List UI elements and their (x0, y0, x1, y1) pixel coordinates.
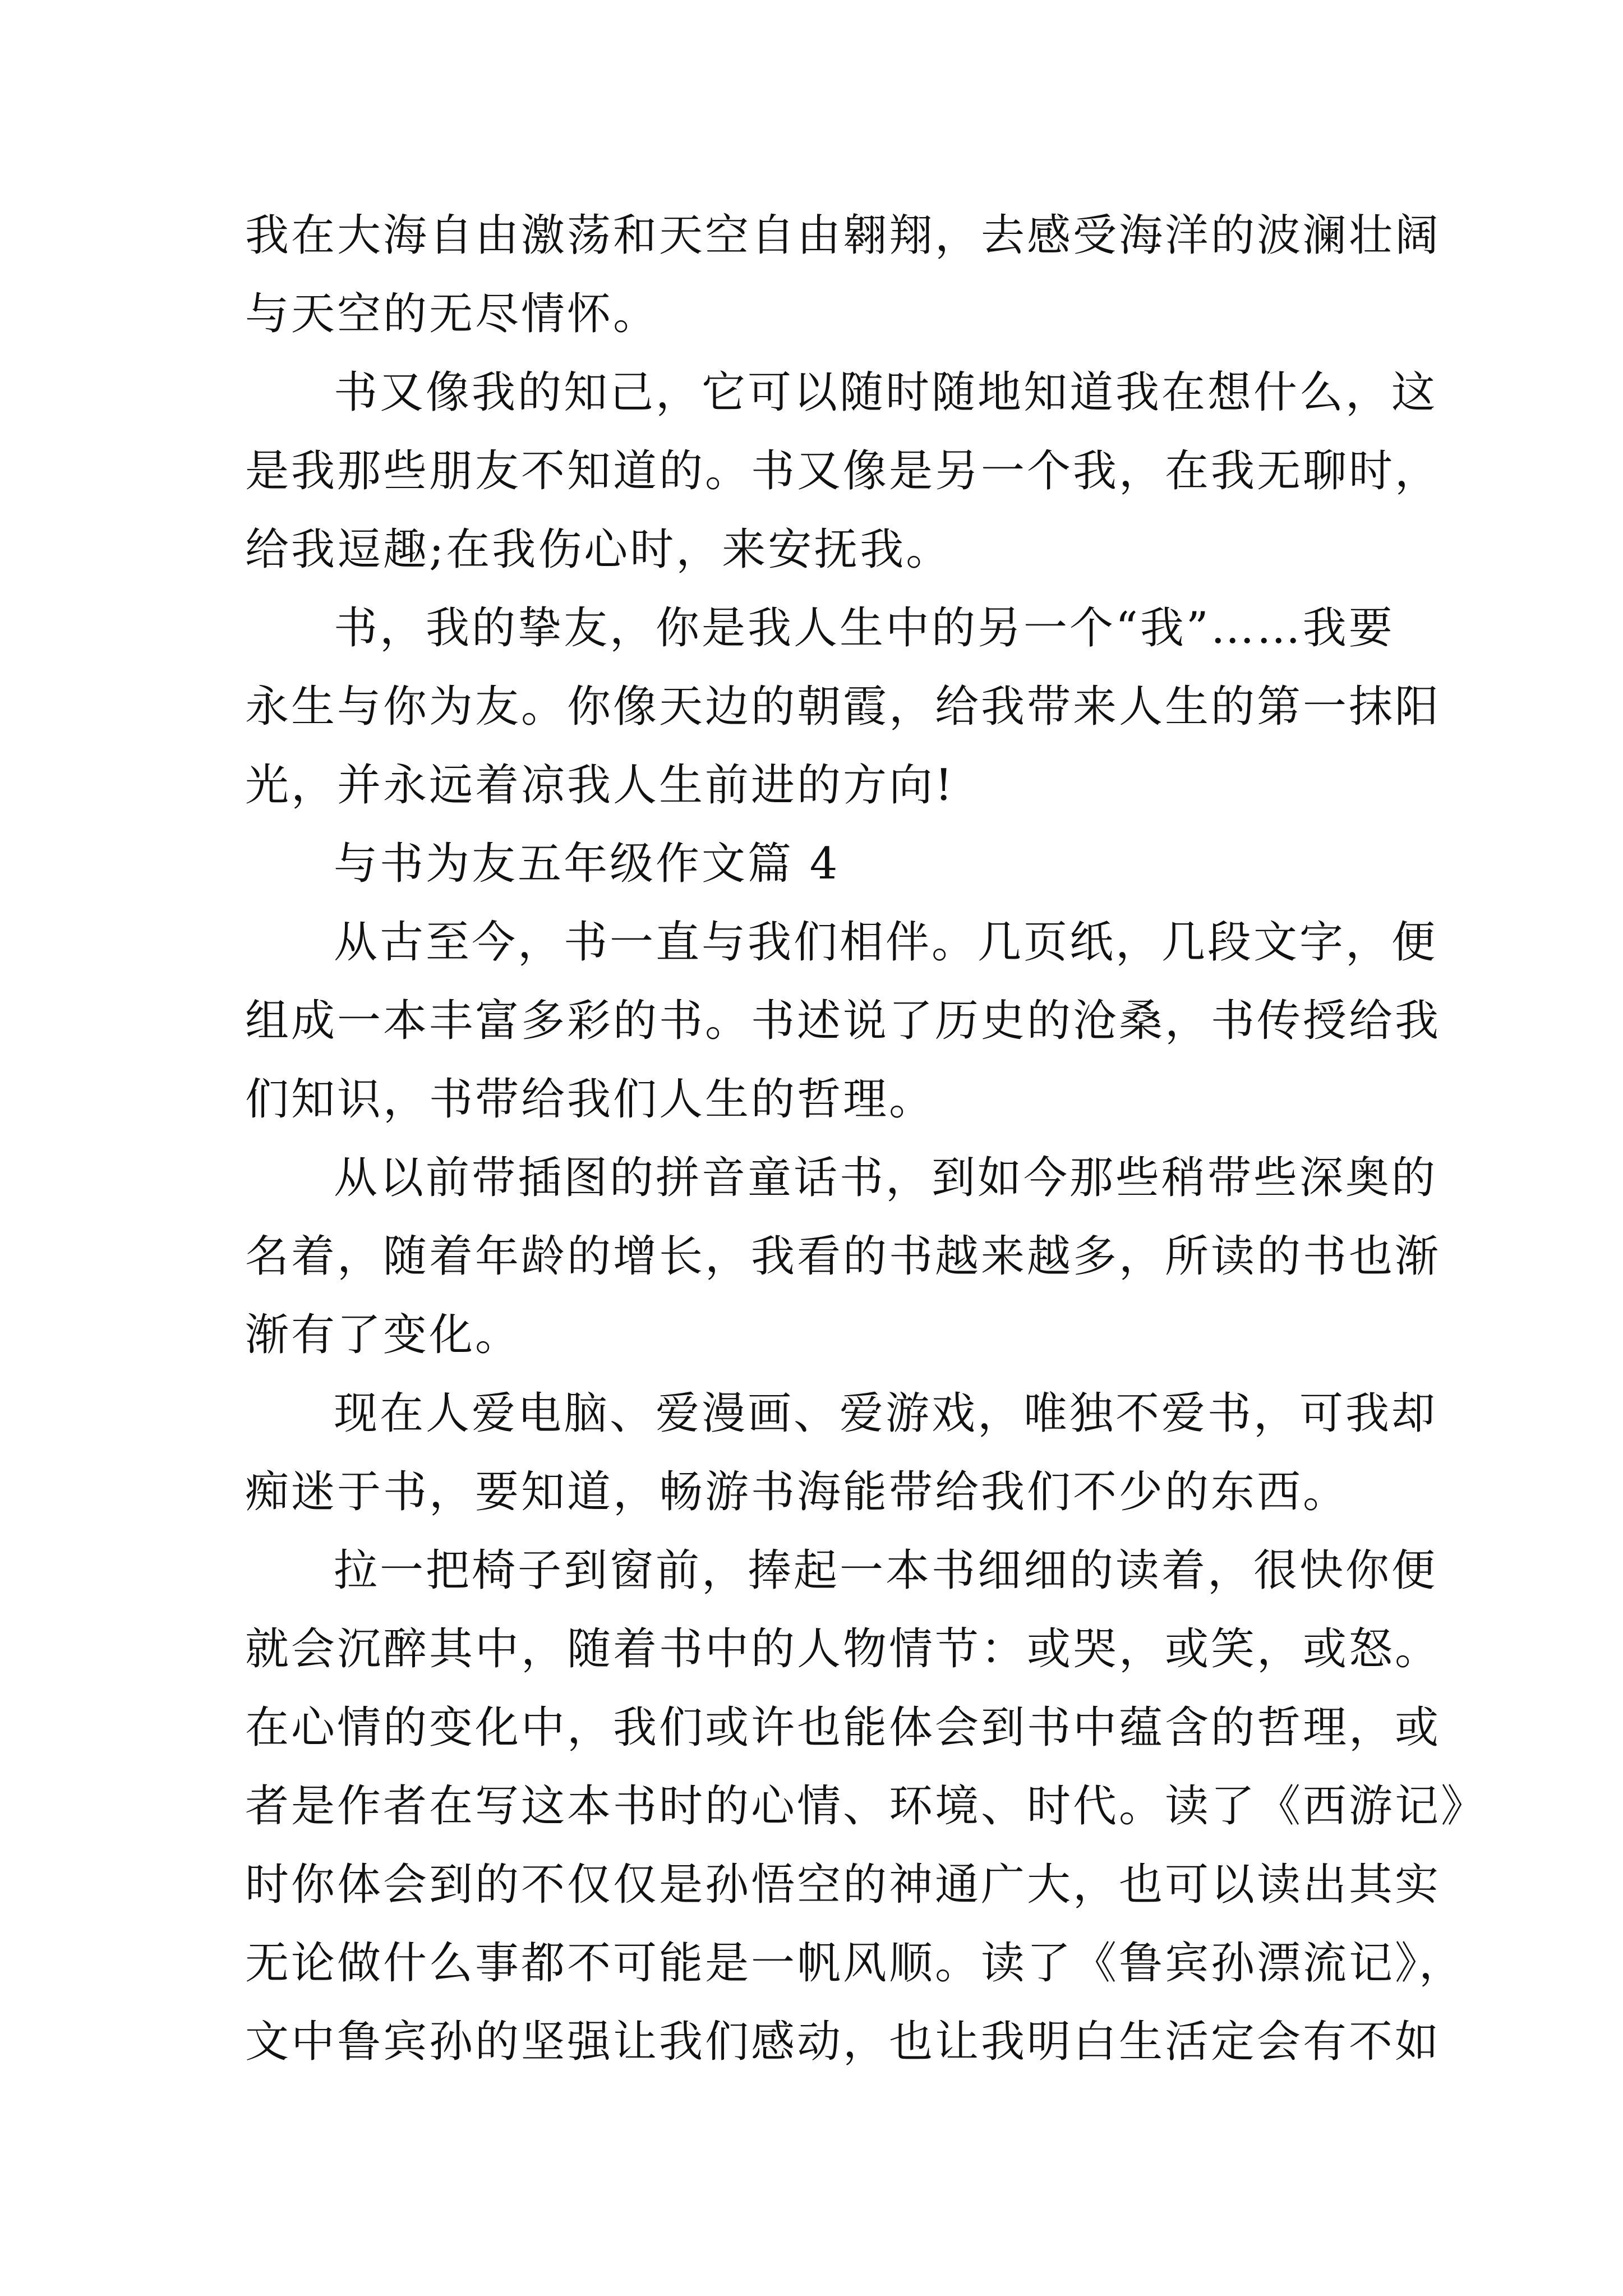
text-line: 从以前带插图的拼音童话书，到如今那些稍带些深奥的 (334, 1153, 1438, 1203)
text-line: 时你体会到的不仅仅是孙悟空的神通广大，也可以读出其实 (245, 1860, 1441, 1910)
text-line: 书，我的挚友，你是我人生中的另一个“我”……我要 (334, 603, 1395, 654)
text-line: 们知识，书带给我们人生的哲理。 (245, 1074, 935, 1125)
text-line: 给我逗趣;在我伤心时，来安抚我。 (245, 524, 952, 575)
text-line: 渐有了变化。 (245, 1310, 522, 1360)
text-line: 永生与你为友。你像天边的朝霞，给我带来人生的第一抹阳 (245, 682, 1441, 732)
text-line: 无论做什么事都不可能是一帆风顺。读了《鲁宾孙漂流记》， (245, 1938, 1465, 1989)
text-line: 我在大海自由激荡和天空自由翱翔，去感受海洋的波澜壮阔 (245, 210, 1441, 261)
text-line: 与天空的无尽情怀。 (245, 289, 660, 339)
text-line: 组成一本丰富多彩的书。书述说了历史的沧桑，书传授给我 (245, 996, 1441, 1046)
text-line: 名着，随着年龄的增长，我看的书越来越多，所读的书也渐 (245, 1231, 1441, 1282)
essay-body (245, 196, 1487, 2081)
text-line: 者是作者在写这本书时的心情、环境、时代。读了《西游记》 (245, 1781, 1487, 1832)
section-heading: 与书为友五年级作文篇 4 (334, 839, 840, 889)
text-line: 从古至今，书一直与我们相伴。几页纸，几段文字，便 (334, 917, 1438, 968)
text-line: 文中鲁宾孙的坚强让我们感动，也让我明白生活定会有不如 (245, 2017, 1441, 2067)
text-line: 在心情的变化中，我们或许也能体会到书中蕴含的哲理，或 (245, 1703, 1441, 1753)
text-line: 痴迷于书，要知道，畅游书海能带给我们不少的东西。 (245, 1467, 1349, 1517)
text-line: 拉一把椅子到窗前，捧起一本书细细的读着，很快你便 (334, 1545, 1438, 1596)
text-line: 现在人爱电脑、爱漫画、爱游戏，唯独不爱书，可我却 (334, 1388, 1438, 1439)
text-line: 书又像我的知己，它可以随时随地知道我在想什么，这 (334, 367, 1438, 418)
text-line: 光，并永远着凉我人生前进的方向! (245, 760, 955, 811)
text-line: 是我那些朋友不知道的。书又像是另一个我，在我无聊时， (245, 446, 1441, 496)
text-line: 就会沉醉其中，随着书中的人物情节：或哭，或笑，或怒。 (245, 1624, 1441, 1674)
